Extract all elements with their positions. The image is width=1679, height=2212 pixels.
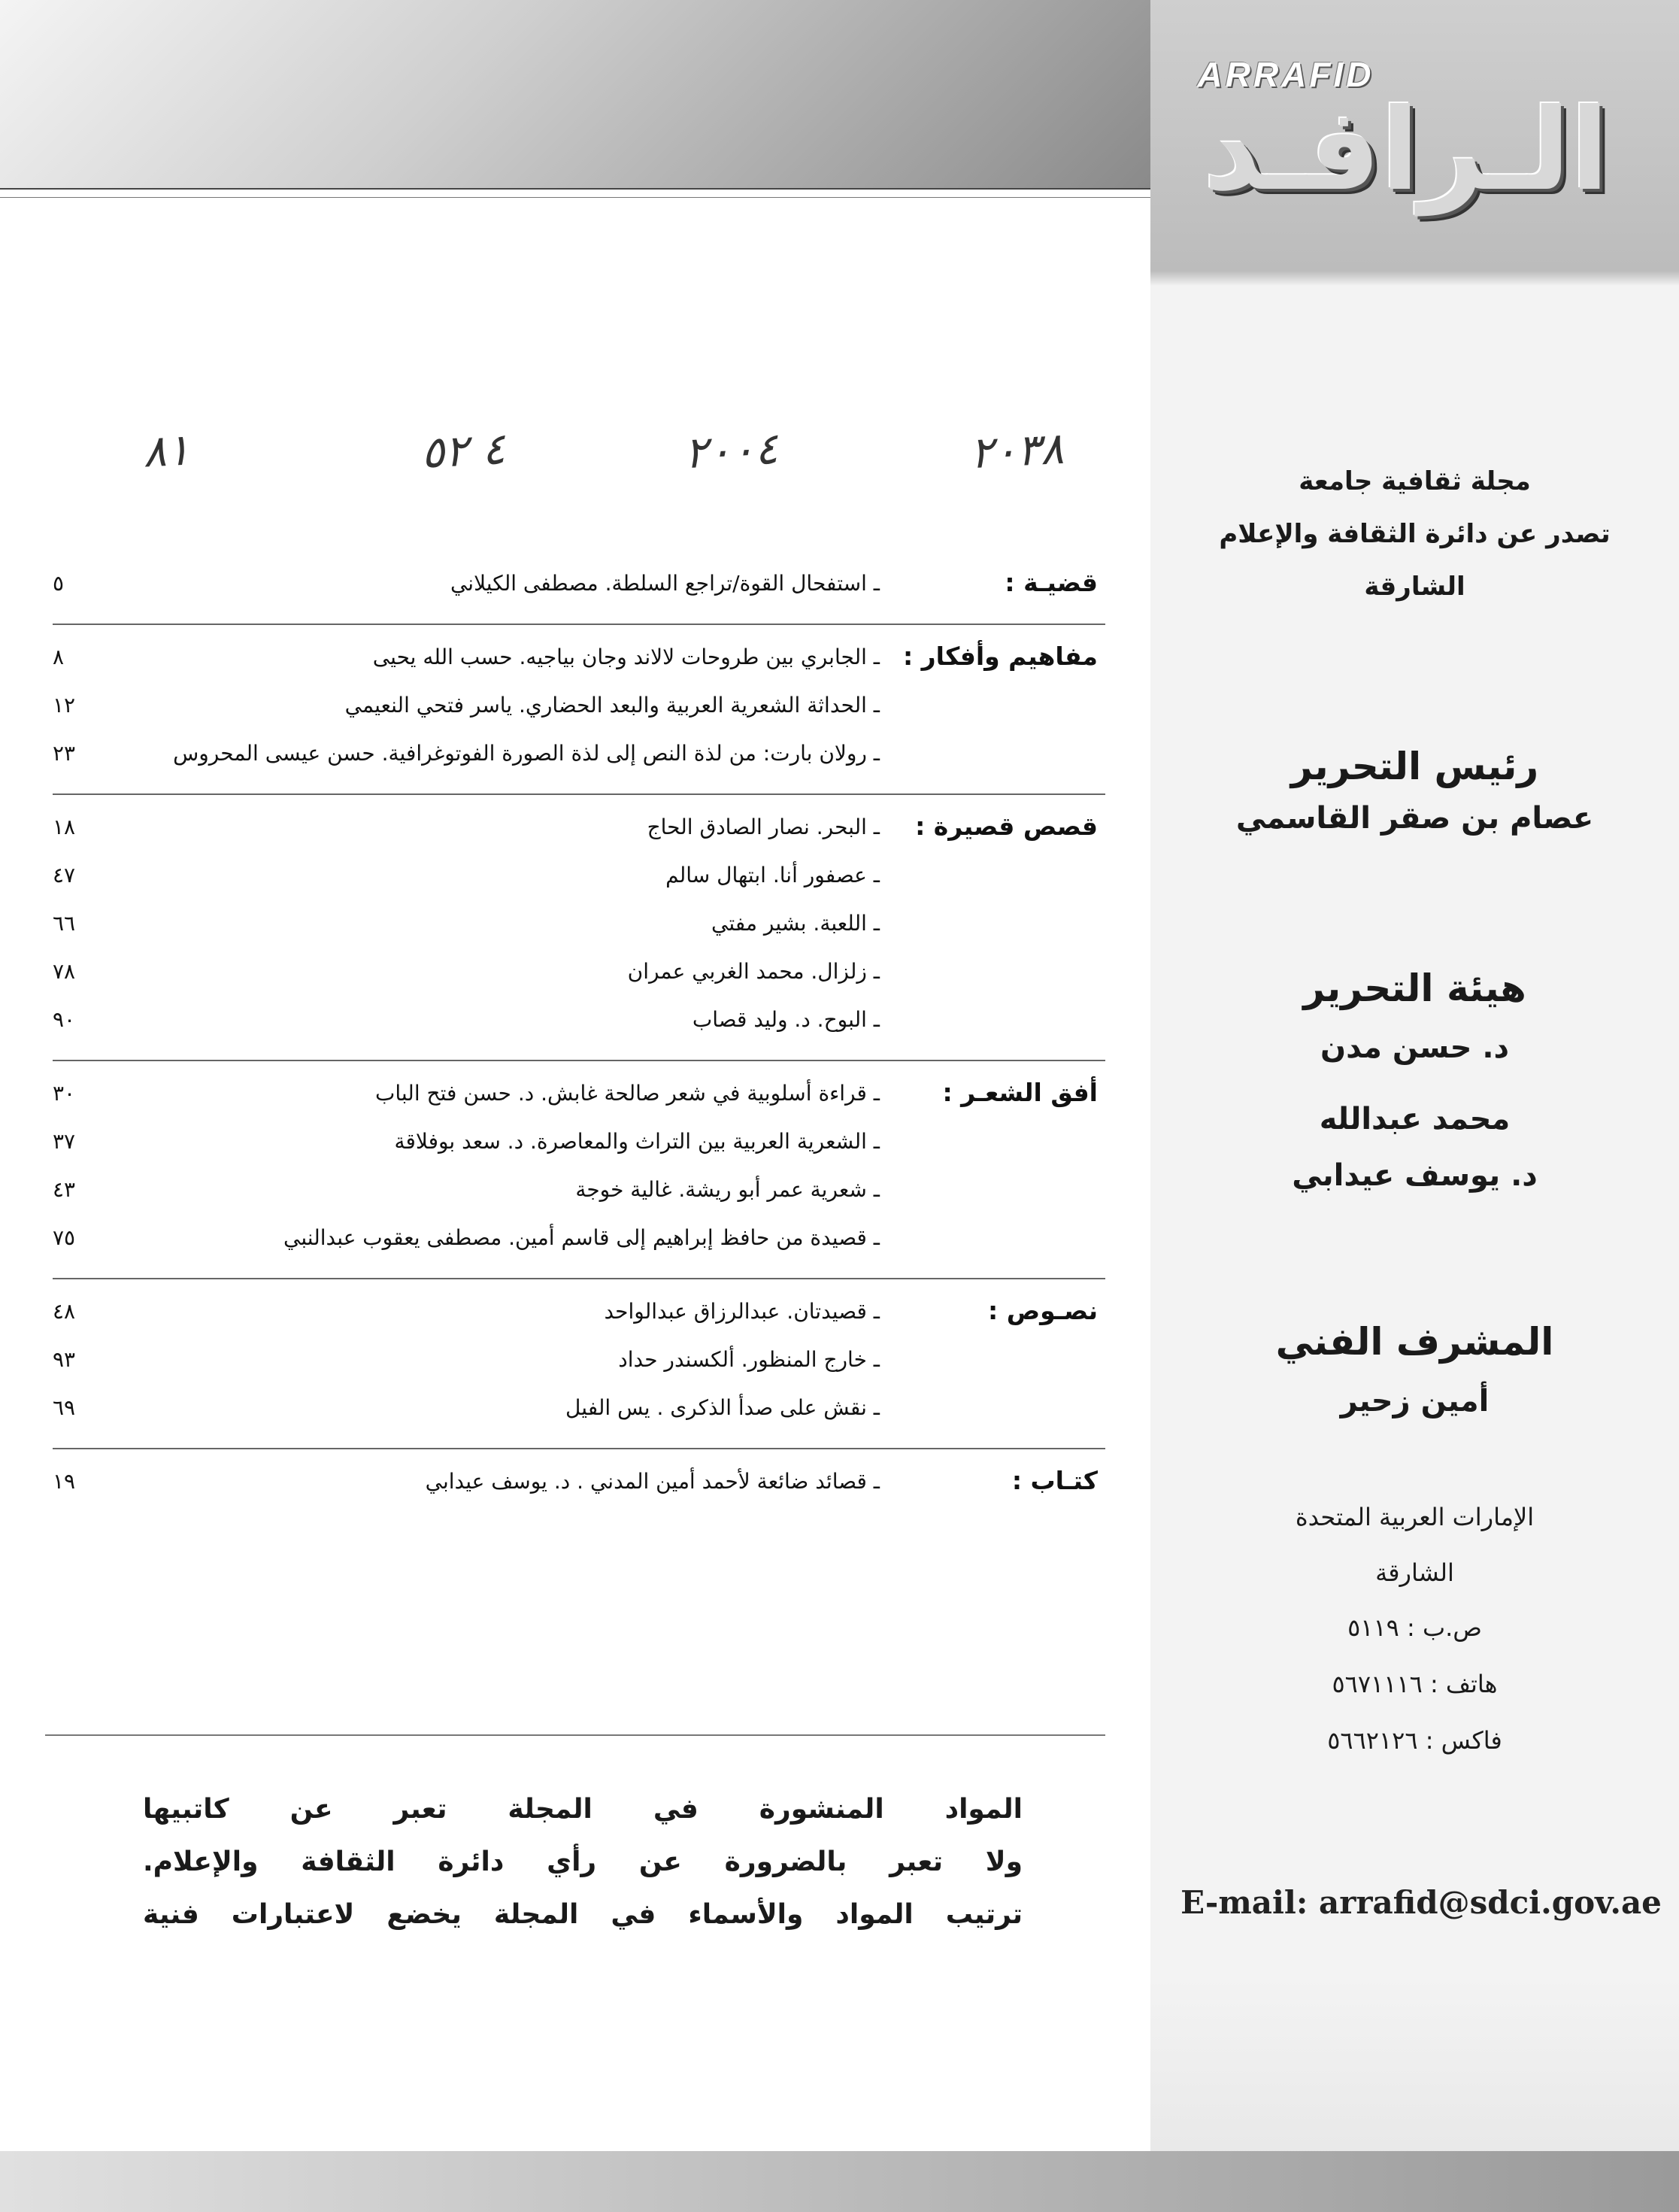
toc-section-divider [53,624,1105,625]
toc-entry [45,738,1113,786]
toc-entry [45,812,1113,860]
toc-entry-title: ـ الشعرية العربية بين التراث والمعاصرة. د. سعد بوفلاقة [394,1129,880,1154]
toc-category-label: أفق الشعـر : [942,1078,1098,1107]
footer-band [0,2151,1679,2212]
toc-page-number: ٩٠ [53,1007,76,1032]
toc-entry-title: ـ استفحال القوة/تراجع السلطة. مصطفى الكيلاني [450,571,880,596]
toc-entry-title: ـ قصيدتان. عبدالرزاق عبدالواحد [604,1299,880,1324]
publisher-line: تصدر عن دائرة الثقافة والإعلام [1219,519,1611,549]
editorial-board-label: هيئة التحرير [1303,966,1526,1010]
toc-entry [45,1004,1113,1052]
toc-page-number: ٤٧ [53,863,76,888]
toc-entry-title: ـ البحر. نصار الصادق الحاج [647,815,880,839]
toc-page-number: ٨ [53,645,65,669]
disclaimer-line: ترتيب المواد والأسماء في المجلة يخضع لاعتبارات فنية [143,1899,1023,1930]
toc-page-number: ٤٣ [53,1177,76,1202]
editor-in-chief-label: رئيس التحرير [1290,745,1539,788]
toc-page-number: ٦٦ [53,911,76,936]
toc-page-number: ٤٨ [53,1299,76,1324]
handwritten-note: ٤ ٥٢ [420,423,507,478]
toc-page-number: ٣٧ [53,1129,76,1154]
publisher-city: الشارقة [1364,572,1465,602]
editorial-board-member: د. يوسف عيدابي [1292,1158,1538,1193]
handwritten-note: ٢٠٣٨ [968,422,1065,479]
fax-number: فاكس : ٥٦٦٢١٢٦ [1327,1726,1502,1755]
toc-entry-title: ـ زلزال. محمد الغربي عمران [627,959,880,984]
toc-page-number: ٩٣ [53,1347,76,1372]
toc-entry-title: ـ اللعبة. بشير مفتي [711,911,880,936]
toc-entry [45,1344,1113,1392]
toc-entry-title: ـ عصفور أنا. ابتهال سالم [665,863,880,888]
toc-entry-title: ـ رولان بارت: من لذة النص إلى لذة الصورة الفوتوغرافية. حسن عيسى المحروس [173,741,880,766]
handwritten-note: ٢٠٠٤ [683,422,780,479]
toc-entry-title: ـ الجابري بين طروحات لالاند وجان بياجيه. حسب الله يحيى [372,645,880,669]
toc-entry [45,642,1113,690]
logo-latin-wordmark: ARRAFID [1197,55,1374,94]
toc-entry [45,908,1113,956]
toc-section [45,1296,1113,1440]
toc-page-number: ١٩ [53,1469,76,1494]
toc-category-label: نصـوص : [988,1296,1098,1325]
toc-entry-title: ـ الحداثة الشعرية العربية والبعد الحضاري. ياسر فتحي النعيمي [344,693,880,718]
toc-category-label: قضيـة : [1005,568,1098,597]
toc-page-number: ١٢ [53,693,76,718]
toc-entry [45,568,1113,616]
toc-category-label: مفاهيم وأفكار : [903,642,1098,671]
editorial-board-member: د. حسن مدن [1320,1030,1510,1065]
editor-in-chief-name: عصام بن صقر القاسمي [1235,801,1594,836]
toc-category-label: قصص قصيرة : [915,812,1098,841]
toc-section [45,642,1113,786]
disclaimer-line: ولا تعبر بالضرورة عن رأي دائرة الثقافة والإعلام. [143,1846,1023,1877]
art-director-name: أمين زحير [1340,1384,1490,1419]
email-address: E-mail: arrafid@sdci.gov.ae [1180,1884,1662,1921]
address-country: الإمارات العربية المتحدة [1295,1503,1535,1531]
toc-entry-title: ـ قراءة أسلوبية في شعر صالحة غابش. د. حسن فتح الباب [374,1081,880,1106]
toc-category-label: كتـاب : [1011,1466,1098,1495]
toc-entry [45,1392,1113,1440]
toc-entry [45,1078,1113,1126]
toc-entry-title: ـ نقش على صدأ الذكرى . يس الفيل [565,1395,880,1420]
header-band [0,0,1150,188]
logo-arabic-wordmark: الـرافـد [1203,85,1609,216]
toc-page-number: ٧٨ [53,959,76,984]
toc-section-divider [53,793,1105,795]
toc-section-divider [53,1060,1105,1061]
toc-page-number: ٥ [53,571,65,596]
toc-section [45,568,1113,616]
toc-entry-title: ـ خارج المنظور. ألكسندر حداد [618,1347,880,1372]
toc-section [45,1466,1113,1514]
header-divider [0,188,1150,190]
toc-entry [45,690,1113,738]
handwritten-note: ٨١ [141,423,192,478]
toc-entry [45,1466,1113,1514]
tagline: مجلة ثقافية جامعة [1299,466,1531,496]
toc-page-number: ٢٣ [53,741,76,766]
disclaimer-line: المواد المنشورة في المجلة تعبر عن كاتبيها [143,1794,1023,1825]
address-city: الشارقة [1375,1558,1454,1587]
toc-entry-title: ـ شعرية عمر أبو ريشة. غالية خوجة [575,1177,880,1202]
toc-entry [45,956,1113,1004]
editorial-board-member: محمد عبدالله [1319,1102,1511,1136]
toc-entry-title: ـ قصيدة من حافظ إبراهيم إلى قاسم أمين. مصطفى يعقوب عبدالنبي [283,1225,880,1250]
po-box: ص.ب : ٥١١٩ [1347,1613,1482,1642]
toc-entry [45,1296,1113,1344]
toc-page-number: ٦٩ [53,1395,76,1420]
toc-entry-title: ـ قصائد ضائعة لأحمد أمين المدني . د. يوسف عيدابي [425,1469,880,1494]
toc-entry [45,1174,1113,1222]
toc-page-number: ٣٠ [53,1081,76,1106]
notice-divider [45,1734,1105,1736]
toc-entry-title: ـ البوح. د. وليد قصاب [692,1007,880,1032]
toc-page-number: ١٨ [53,815,76,839]
toc-section-divider [53,1448,1105,1449]
toc-section [45,1078,1113,1270]
toc-section [45,812,1113,1052]
toc-entry [45,1222,1113,1270]
toc-section-divider [53,1278,1105,1279]
toc-entry [45,1126,1113,1174]
header-divider-thin [0,197,1150,198]
phone-number: هاتف : ٥٦٧١١١٦ [1332,1670,1498,1698]
toc-entry [45,860,1113,908]
toc-page-number: ٧٥ [53,1225,76,1250]
art-director-label: المشرف الفني [1275,1320,1554,1364]
